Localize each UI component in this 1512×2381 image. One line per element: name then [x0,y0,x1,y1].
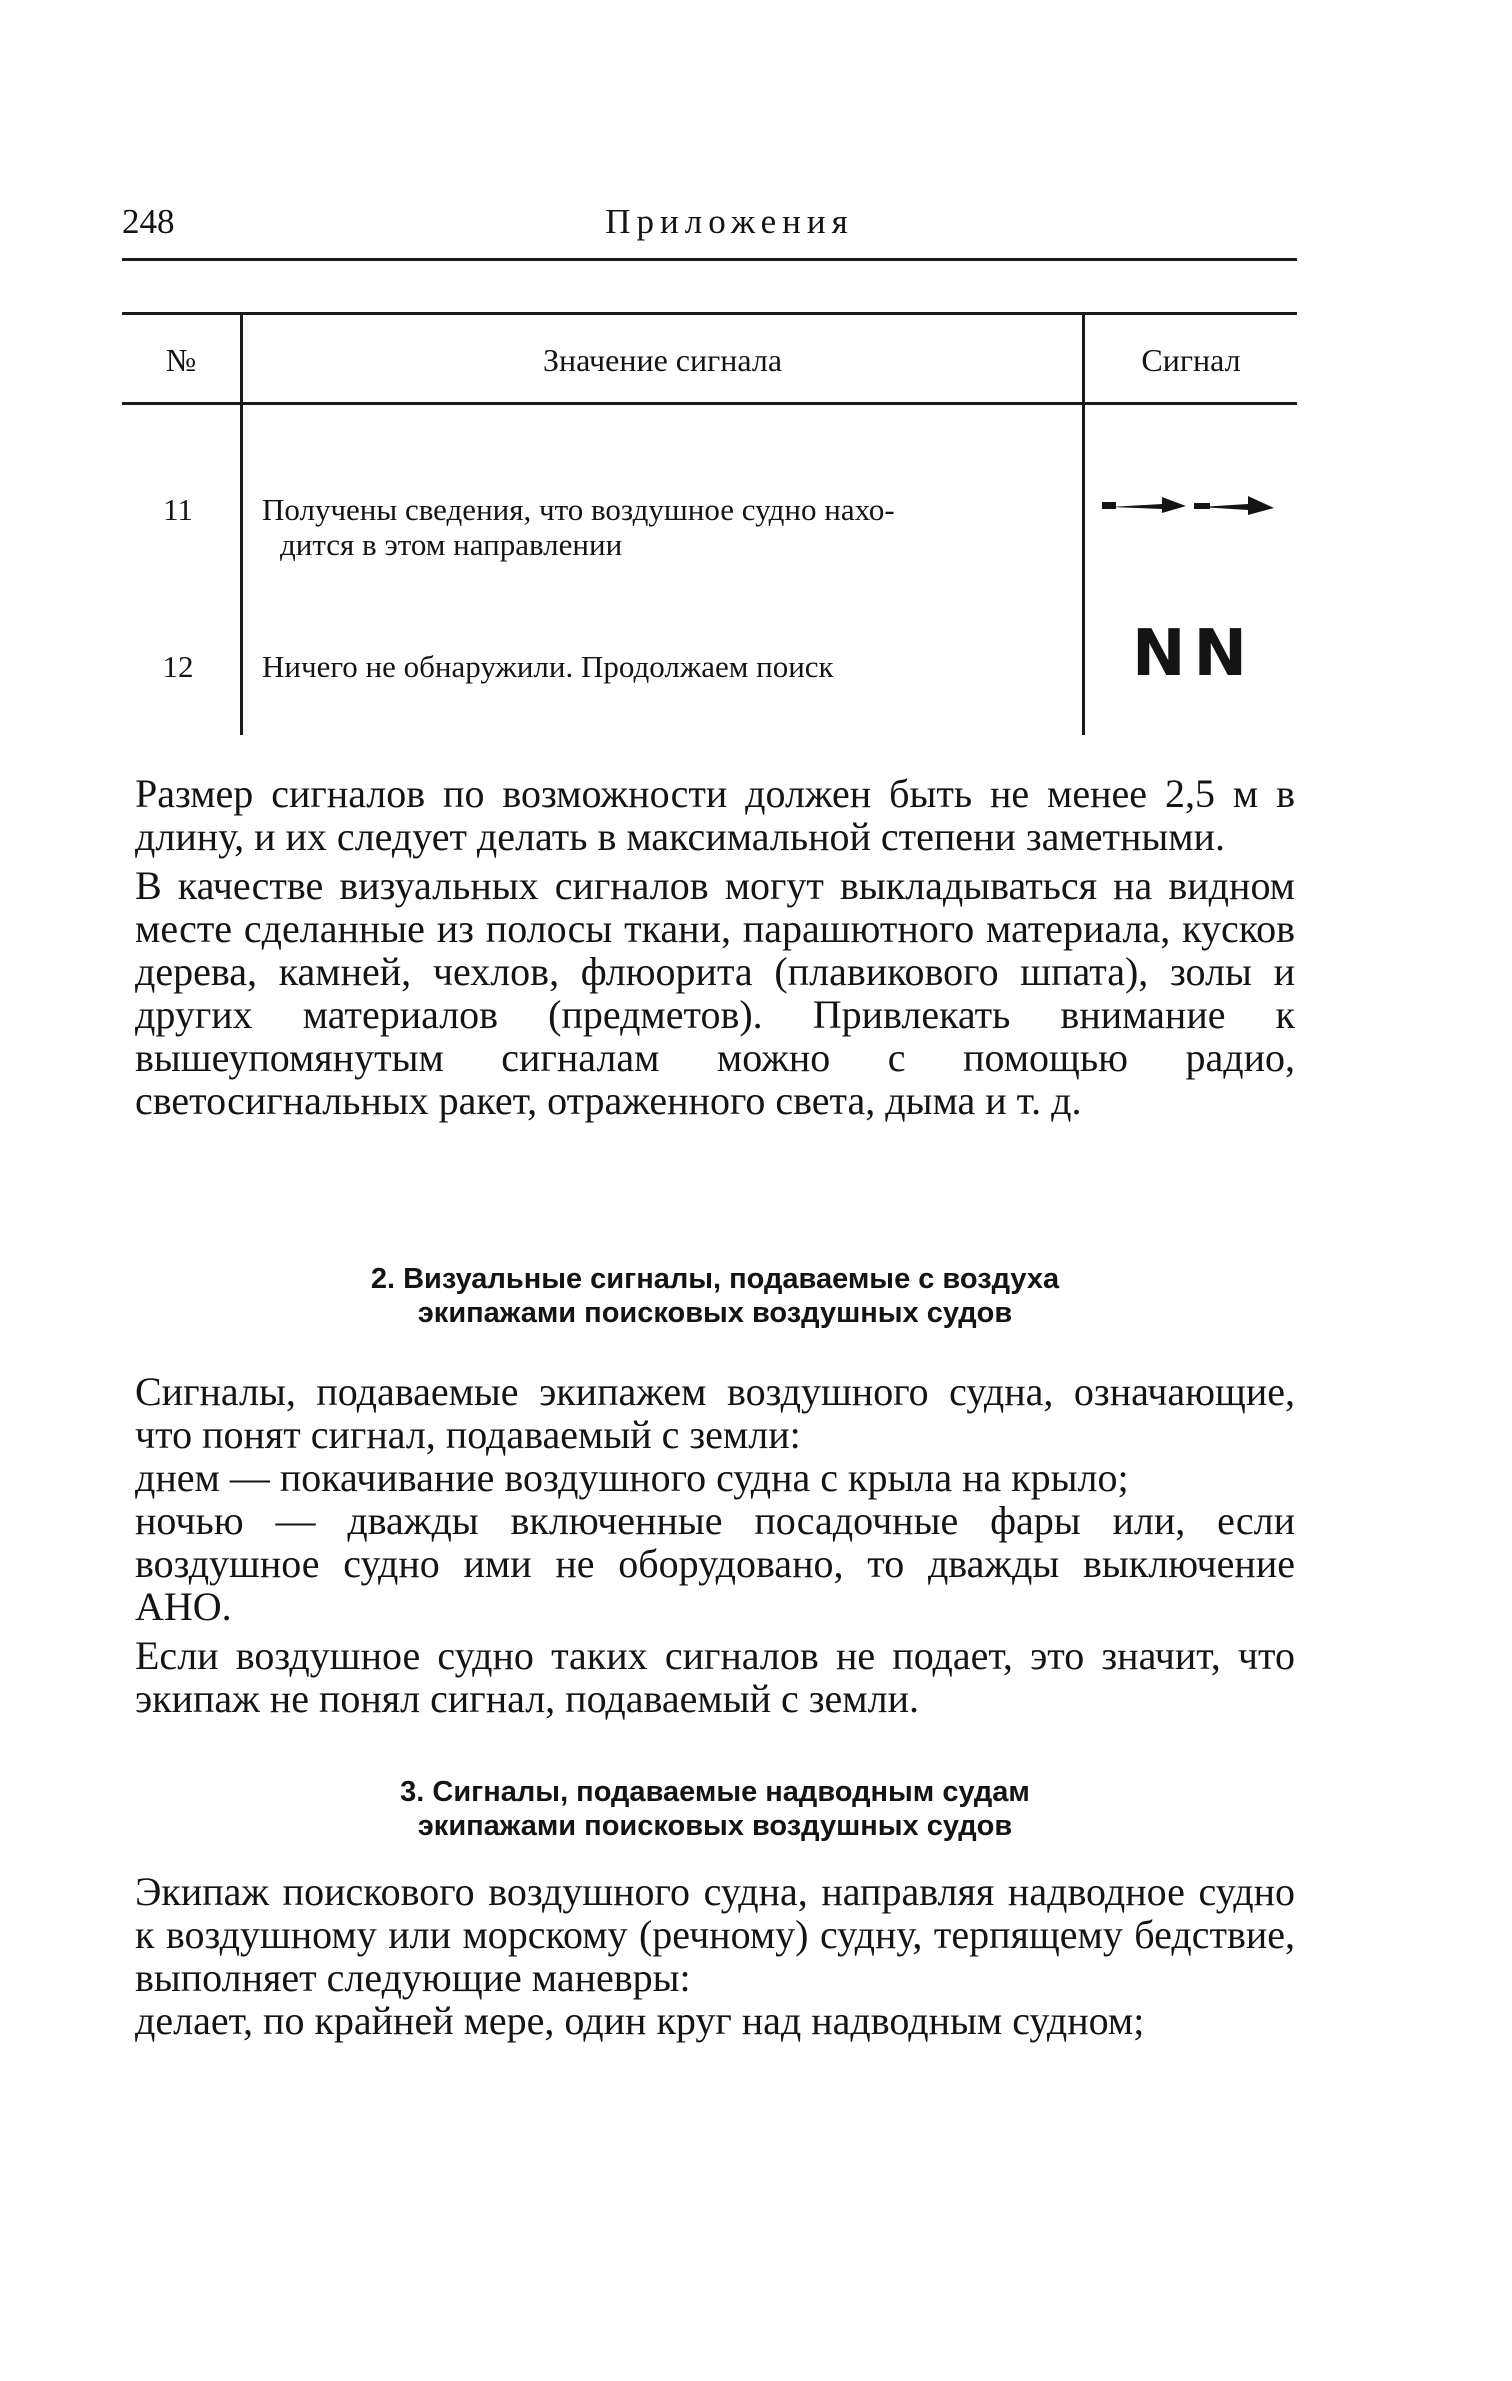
table-header-rule [122,402,1297,405]
table-row-number: 11 [163,492,193,527]
section-heading-line: 2. Визуальные сигналы, подаваемые с воздуха [370,1263,1060,1295]
paragraph: Размер сигналов по возможности должен быть не менее 2,5 м в длину, и их следует делать в максимальной степени заметными. [135,771,1295,859]
meaning-line: дится в этом направлении [280,527,623,562]
paragraph: Экипаж поискового воздушного судна, направляя надводное судно к воздушному или морскому (речному) судну, терпящему бедствие, выполняет следующие маневры: [135,1869,1295,2000]
table-top-rule [122,312,1297,315]
paragraph: Если воздушное судно таких сигналов не подает, это значит, что экипаж не понял сигнал, подаваемый с земли. [135,1633,1295,1721]
meaning-line: Получены сведения, что воздушное судно нахо- [262,492,895,527]
running-title: Приложения [605,202,854,241]
body-block-1 [135,772,1295,1122]
paragraph: делает, по крайней мере, один круг над надводным судном; [135,1998,1145,2043]
two-arrows-right-icon [1090,487,1297,527]
body-block-3 [135,1870,1295,2042]
paragraph: В качестве визуальных сигналов могут выкладываться на видном месте сделанные из полосы ткани, парашютного материала, кусков дерева, камней, чехлов, флюорита (плавикового шпата), золы и других материалов (предметов). Привлекать внимание к вышеупомянутым сигналам можно с помощью радио, светосигнальных ракет, отраженного света, дыма и т. д. [135,863,1295,1123]
body-block-2 [135,1370,1295,1720]
section-heading-line: экипажами поисковых воздушных судов [417,1297,1013,1329]
table-row-meaning: Ничего не обнаружили. Продолжаем поиск [262,649,834,684]
signal-table [122,312,1297,735]
header-rule [122,258,1297,261]
page-number: 248 [122,202,175,241]
column-header-number: № [165,342,197,378]
section-heading-line: 3. Сигналы, подаваемые надводным судам [400,1776,1030,1808]
column-header-meaning: Значение сигнала [542,342,783,378]
table-row-number: 12 [162,649,194,684]
section-heading-2 [135,1262,1295,1330]
section-heading-line: экипажами поисковых воздушных судов [417,1810,1013,1842]
running-head [122,202,1297,258]
paragraph: Сигналы, подаваемые экипажем воздушного судна, означающие, что понят сигнал, подаваемый с земли: [135,1369,1295,1457]
table-row-meaning [262,492,1062,562]
column-header-signal: Сигнал [1141,342,1241,378]
signal-nn-text: NN [1131,617,1256,691]
signal-nn [1090,617,1297,691]
section-heading-3 [135,1775,1295,1843]
paragraph: днем — покачивание воздушного судна с крыла на крыло; [135,1455,1129,1500]
paragraph: ночью — дважды включенные посадочные фары или, если воздушное судно ими не оборудовано, то дважды выключение АНО. [135,1498,1295,1629]
two-arrows-right-icon [1090,487,1297,527]
